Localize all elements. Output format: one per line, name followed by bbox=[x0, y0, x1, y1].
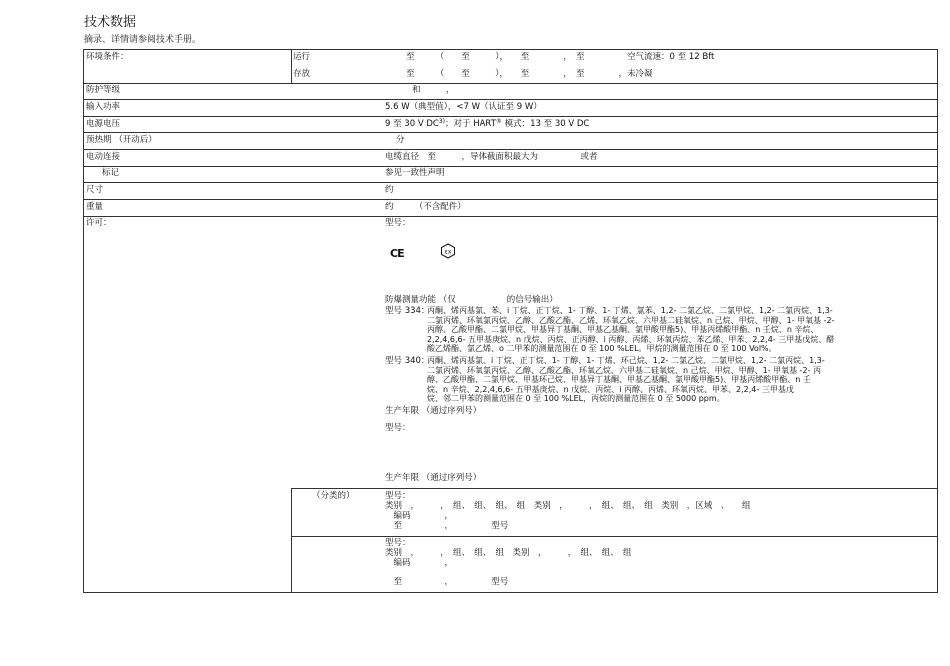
storage-value: 至 （ 至 ）， 至 ， 至 ，未冷凝 bbox=[406, 69, 653, 79]
page-subtitle: 摘录、详情请参阅技术手册。 bbox=[84, 35, 202, 45]
row-divider bbox=[291, 488, 937, 489]
row-divider bbox=[84, 83, 937, 84]
block1-line: 编码 ， bbox=[385, 511, 454, 521]
row-divider bbox=[84, 132, 937, 133]
block2-line: 至 ， 型号 bbox=[385, 577, 509, 587]
electrical-value: 电缆直径 至 ，导体截面积最大为 或者 bbox=[385, 152, 598, 162]
column-divider bbox=[291, 50, 292, 83]
operation-label: 运行 bbox=[293, 52, 311, 62]
block2-line: 型号： bbox=[385, 538, 411, 548]
block2-line: 类别 ， ， 组、 组、 组 类别 ， ， 组、 组、 组 bbox=[385, 548, 632, 558]
row-divider bbox=[84, 166, 937, 167]
electrical-label: 电动连接 bbox=[86, 152, 121, 162]
supply-voltage-label: 电源电压 bbox=[86, 119, 121, 129]
size-label: 尺寸 bbox=[86, 185, 104, 195]
explosion-function: 防爆测量功能 （仅 的信号输出） bbox=[385, 295, 558, 305]
storage-label: 存放 bbox=[293, 69, 311, 79]
production-year: 生产年限 （通过序列号） bbox=[385, 473, 482, 483]
size-value: 约 bbox=[385, 185, 394, 195]
model-334-text: 丙酮、烯丙基氯、苯、i 丁烷、正丁烷、1- 丁醇、1- 丁烯、氯苯、1,2- 二氯乙烷、二氯甲烷、1,2- 二氯丙烷、1,3- 二氯丙烯、环氧氯丙烷、乙醇、乙酸乙酯、乙烯、环氧乙烷、六甲基二硅氧烷、n 己烷、甲烷、甲醇、1- 甲氧基 -2- 丙醇、乙酸甲酯、二氯甲烷、甲基异丁基酮、甲基乙基酮、氯甲酸甲酯5)、甲基丙烯酸甲酯、n 壬烷、n 辛烷、 2,2,4,6,6- 五甲基庚烷、n 戊烷、丙烷、正丙醇、i 丙醇、丙烯、环氧丙烷、苯乙烯、甲苯、2,2,4- 三甲基戊烷、醋 酸乙烯酯、氯乙烯、o 二甲苯的测量范围在 0 至 100 %LEL。甲烷的测量范围在 0 至 100 Vol%。 bbox=[427, 306, 835, 353]
svg-text:εx: εx bbox=[444, 248, 452, 256]
marking-label: 标记 bbox=[102, 168, 120, 178]
marking-value: 参见一致性声明 bbox=[385, 168, 445, 178]
weight-value: 约 （不含配件） bbox=[385, 202, 466, 212]
block1-line: 型号： bbox=[385, 491, 411, 501]
warmup-value: 分 bbox=[396, 135, 405, 145]
warmup-label: 预热期 （开动后） bbox=[86, 135, 157, 145]
model-334-prefix: 型号 334： bbox=[385, 306, 430, 316]
ex-hexagon-icon bbox=[440, 243, 456, 259]
operation-value: 至 （ 至 ）， 至 ， 至 空气流速：0 至 12 Bft bbox=[406, 52, 715, 62]
env-label: 环境条件： bbox=[86, 52, 129, 62]
model-340-prefix: 型号 340： bbox=[385, 356, 430, 366]
block1-line: 至 ， 型号 bbox=[385, 521, 509, 531]
row-divider bbox=[291, 536, 937, 537]
protection-value: 和 ， bbox=[412, 85, 455, 95]
row-divider bbox=[84, 199, 937, 200]
row-divider bbox=[84, 216, 937, 217]
protection-label: 防护等级 bbox=[86, 85, 121, 95]
row-divider bbox=[84, 149, 937, 150]
model-340-text: 丙酮、烯丙基氯、i 丁烷、正丁烷、1- 丁醇、1- 丁烯、环己烷、1,2- 二氯乙烷、二氯甲烷、1,2- 二氯丙烷、1,3- 二氯丙烯、环氧氯丙烷、乙醇、乙酸乙酯、环氧乙烷、六甲基二硅氧烷、n 己烷、甲烷、甲醇、1- 甲氧基 -2- 丙 醇、乙酸甲酯、二氯甲烷、甲基环己烷、甲基异丁基酮、甲基乙基酮、氯甲酸甲酯5)、甲基丙烯酸甲酯、n 壬 烷、n 辛烷、2,2,4,6,6- 五甲基庚烷、n 戊烷、丙烷、i 丙醇、丙烯、环氧丙烷、甲苯、2,2,4- 三甲基戊 烷、邻二甲苯的测量范围在 0 至 100 %LEL，丙烷的测量范围在 0 至 5000 ppm。 bbox=[427, 356, 825, 403]
block2-line: 编码 ， bbox=[385, 558, 454, 568]
ce-mark-icon: CE bbox=[390, 247, 404, 260]
weight-label: 重量 bbox=[86, 202, 104, 212]
power-input-value: 5.6 W（典型值），<7 W（认证至 9 W） bbox=[385, 102, 542, 112]
classified-label: （分类的） bbox=[312, 491, 355, 501]
power-input-label: 输入功率 bbox=[86, 102, 121, 112]
production-year: 生产年限 （通过序列号） bbox=[385, 406, 482, 416]
row-divider bbox=[84, 116, 937, 117]
row-divider bbox=[84, 99, 937, 100]
page-title: 技术数据 bbox=[84, 15, 137, 30]
approval-label: 许可： bbox=[86, 218, 112, 228]
supply-voltage-value: 9 至 30 V DC$^{3)}$；对于 HART® 模式：13 至 30 V DC bbox=[385, 118, 590, 129]
column-divider bbox=[291, 488, 292, 593]
block1-line: 类别 ， ， 组、 组、 组、 组 类别 ， ， 组、 组、 组 类别 ，区域 、 组 bbox=[385, 501, 751, 511]
tech-data-table bbox=[83, 49, 938, 593]
model-label: 型号： bbox=[385, 218, 411, 228]
row-divider bbox=[84, 182, 937, 183]
model-label: 型号： bbox=[385, 423, 411, 433]
